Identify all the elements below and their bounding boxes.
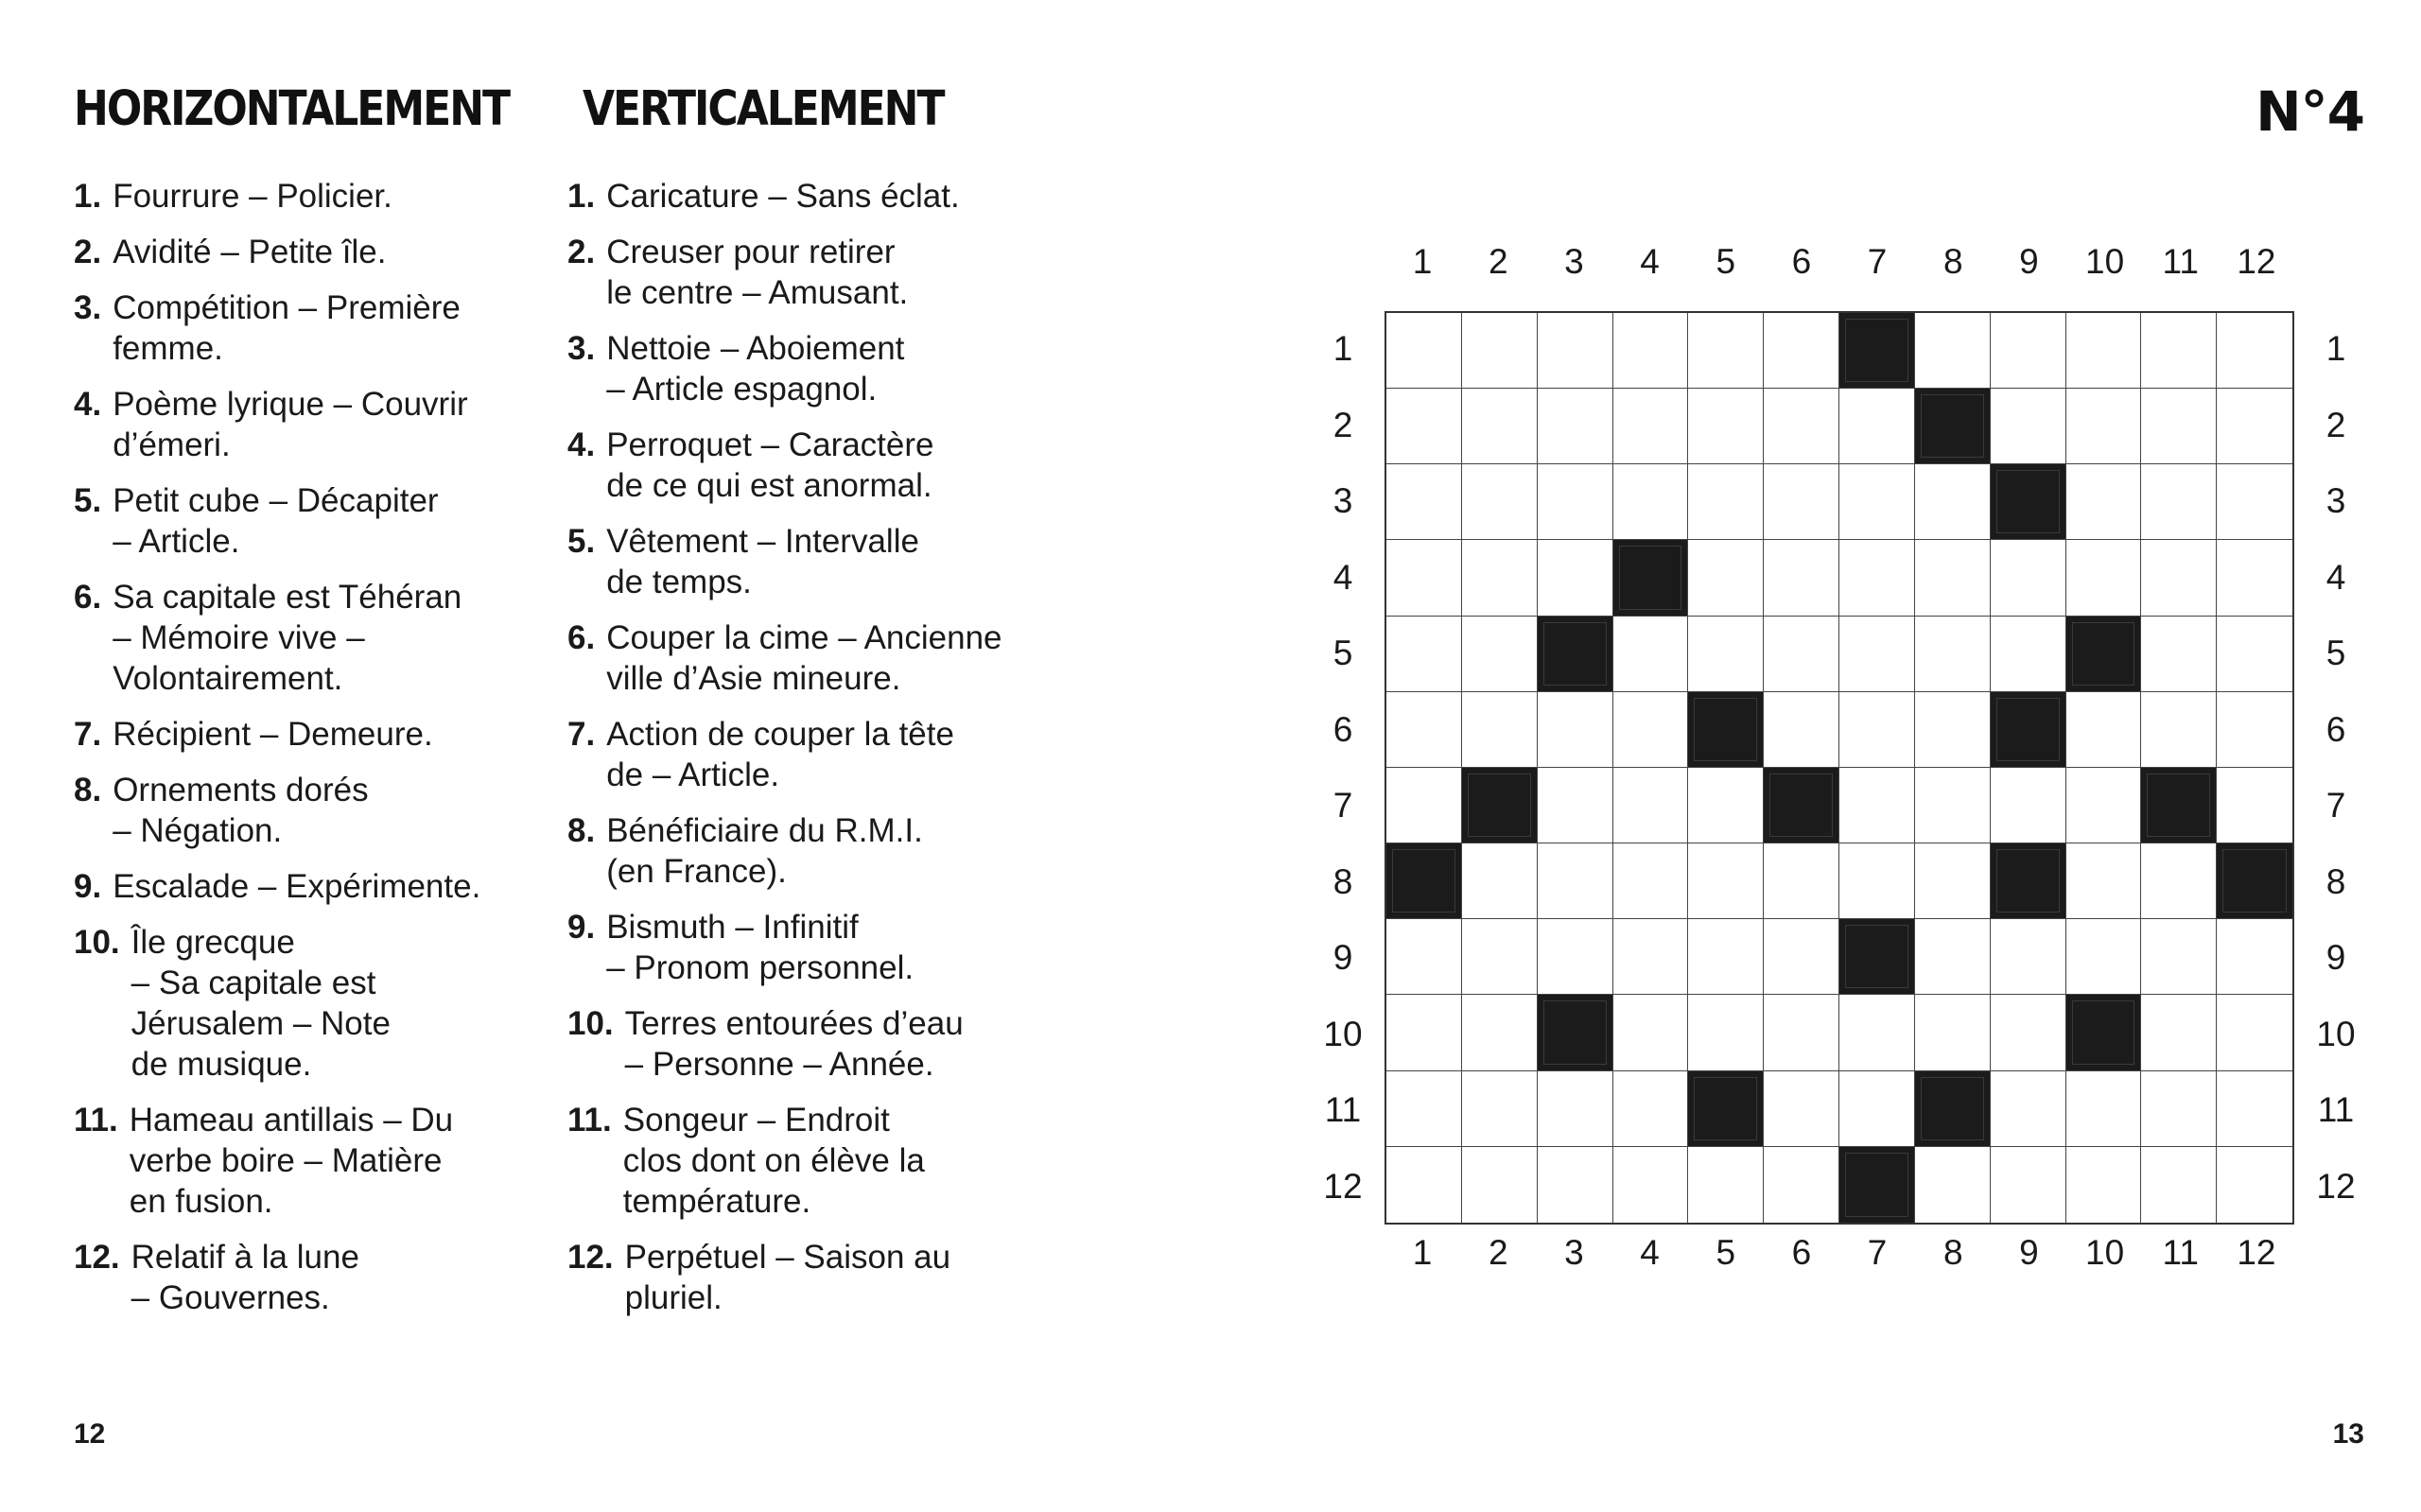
grid-cell[interactable]: [1538, 313, 1613, 389]
black-cell: [1915, 389, 1991, 464]
grid-cell[interactable]: [1764, 1147, 1839, 1223]
grid-cell[interactable]: [1386, 389, 1462, 464]
grid-cell[interactable]: [1688, 617, 1764, 692]
grid-cell[interactable]: [1613, 464, 1689, 540]
clue-text: Île grecque – Sa capitale est Jérusalem – Note de musique.: [131, 924, 391, 1083]
vertical-clue: [567, 810, 1097, 892]
clue-number: 3.: [74, 289, 102, 326]
clue-text: Perpétuel – Saison au pluriel.: [624, 1239, 951, 1316]
clue-number: 2.: [74, 234, 102, 270]
clue-number: 9.: [74, 868, 102, 905]
horizontal-clue: [74, 866, 566, 907]
grid-cell[interactable]: [1462, 843, 1538, 919]
horizontal-clue: [74, 922, 566, 1085]
row-label-left: 7: [1332, 786, 1353, 826]
grid-cell[interactable]: [2066, 389, 2142, 464]
clue-number: 10.: [74, 924, 120, 961]
grid-cell[interactable]: [1613, 1071, 1689, 1147]
row-label-right: 3: [2325, 481, 2346, 521]
column-label-top: 10: [2085, 242, 2125, 281]
grid-cell[interactable]: [1386, 919, 1462, 995]
grid-cell[interactable]: [1991, 540, 2066, 616]
grid-cell[interactable]: [2217, 617, 2292, 692]
grid-cell[interactable]: [1386, 617, 1462, 692]
clue-number: 1.: [567, 178, 596, 215]
vertical-clue: [567, 907, 1097, 988]
grid-cell[interactable]: [1688, 768, 1764, 843]
clue-number: 2.: [567, 234, 596, 270]
grid-cell[interactable]: [2066, 692, 2142, 768]
grid-cell[interactable]: [1915, 692, 1991, 768]
grid-cell[interactable]: [1764, 540, 1839, 616]
clue-number: 6.: [567, 619, 596, 656]
row-label-right: 1: [2325, 329, 2346, 369]
row-label-right: 6: [2325, 709, 2346, 749]
grid-cell[interactable]: [1839, 843, 1915, 919]
grid-cell[interactable]: [1538, 1071, 1613, 1147]
grid-cell[interactable]: [1538, 768, 1613, 843]
grid-cell[interactable]: [1538, 692, 1613, 768]
grid-cell[interactable]: [1386, 768, 1462, 843]
vertical-clues-list: [567, 176, 1097, 1333]
grid-cell[interactable]: [1839, 464, 1915, 540]
grid-cell[interactable]: [1462, 1147, 1538, 1223]
grid-cell[interactable]: [1613, 843, 1689, 919]
horizontal-clue: [74, 577, 566, 699]
grid-cell[interactable]: [1915, 540, 1991, 616]
column-label-top: 2: [1488, 242, 1508, 281]
grid-cell[interactable]: [1991, 768, 2066, 843]
grid-cell[interactable]: [1839, 995, 1915, 1070]
row-label-right: 11: [2317, 1090, 2355, 1130]
clue-number: 9.: [567, 909, 596, 946]
grid-cell[interactable]: [1462, 919, 1538, 995]
clue-number: 12.: [567, 1239, 614, 1276]
horizontal-clue: [74, 714, 566, 755]
grid-cell[interactable]: [2141, 1147, 2217, 1223]
clue-number: 12.: [74, 1239, 120, 1276]
grid-cell[interactable]: [1462, 313, 1538, 389]
black-cell: [1386, 843, 1462, 919]
column-label-top: 5: [1716, 242, 1736, 281]
clue-text: Compétition – Première femme.: [113, 289, 461, 367]
grid-cell[interactable]: [2066, 1071, 2142, 1147]
row-label-left: 10: [1323, 1014, 1363, 1053]
clue-number: 1.: [74, 178, 102, 215]
vertical-clue: [567, 617, 1097, 699]
grid-cell[interactable]: [1915, 313, 1991, 389]
grid-cell[interactable]: [1688, 389, 1764, 464]
grid-cell[interactable]: [1991, 313, 2066, 389]
grid-cell[interactable]: [1839, 389, 1915, 464]
column-label-bottom: 5: [1716, 1233, 1736, 1272]
horizontal-heading: HORIZONTALEMENT: [74, 81, 510, 137]
grid-cell[interactable]: [1688, 995, 1764, 1070]
black-cell: [2141, 768, 2217, 843]
column-label-bottom: 11: [2162, 1233, 2199, 1272]
column-label-top: 11: [2162, 242, 2199, 281]
column-label-bottom: 8: [1942, 1233, 1963, 1272]
clue-text: Songeur – Endroit clos dont on élève la température.: [622, 1102, 925, 1220]
grid-cell[interactable]: [1462, 1071, 1538, 1147]
row-label-right: 12: [2316, 1166, 2356, 1206]
row-label-right: 7: [2325, 786, 2346, 826]
grid-cell[interactable]: [1613, 617, 1689, 692]
row-label-left: 3: [1332, 481, 1353, 521]
grid-cell[interactable]: [2066, 540, 2142, 616]
grid-cell[interactable]: [1538, 540, 1613, 616]
grid-cell[interactable]: [2141, 464, 2217, 540]
clue-text: Caricature – Sans éclat.: [606, 178, 960, 215]
black-cell: [1991, 692, 2066, 768]
black-cell: [1839, 919, 1915, 995]
page-number-right: 13: [2332, 1418, 2364, 1450]
grid-cell[interactable]: [1613, 692, 1689, 768]
grid-cell[interactable]: [1538, 464, 1613, 540]
grid-cell[interactable]: [1386, 464, 1462, 540]
clue-text: Bénéficiaire du R.M.I. (en France).: [606, 812, 923, 890]
clue-number: 6.: [74, 579, 102, 616]
horizontal-clue: [74, 1237, 566, 1318]
black-cell: [1915, 1071, 1991, 1147]
clue-text: Petit cube – Décapiter – Article.: [113, 482, 439, 560]
grid-cell[interactable]: [1764, 919, 1839, 995]
grid-cell[interactable]: [1688, 464, 1764, 540]
clue-text: Creuser pour retirer le centre – Amusant.: [606, 234, 909, 311]
grid-cell[interactable]: [1386, 313, 1462, 389]
row-label-left: 9: [1332, 938, 1353, 978]
row-label-right: 2: [2325, 405, 2346, 444]
vertical-clue: [567, 714, 1097, 795]
grid-cell[interactable]: [1764, 692, 1839, 768]
black-cell: [1991, 843, 2066, 919]
grid-cell[interactable]: [2217, 919, 2292, 995]
grid-cell[interactable]: [1839, 617, 1915, 692]
grid-cell[interactable]: [1386, 1071, 1462, 1147]
column-label-bottom: 9: [2019, 1233, 2039, 1272]
clue-text: Hameau antillais – Du verbe boire – Matière en fusion.: [129, 1102, 454, 1220]
horizontal-clues-list: [74, 176, 566, 1333]
black-cell: [1613, 540, 1689, 616]
grid-cell[interactable]: [1688, 919, 1764, 995]
clue-text: Avidité – Petite île.: [113, 234, 387, 270]
grid-cell[interactable]: [1613, 919, 1689, 995]
column-label-top: 8: [1942, 242, 1963, 281]
grid-cell[interactable]: [1613, 389, 1689, 464]
clue-text: Ornements dorés – Négation.: [113, 772, 369, 849]
row-label-left: 5: [1332, 634, 1353, 673]
row-label-right: 5: [2325, 634, 2346, 673]
grid-cell[interactable]: [2141, 843, 2217, 919]
grid-cell[interactable]: [1991, 919, 2066, 995]
black-cell: [1688, 1071, 1764, 1147]
clue-text: Action de couper la tête de – Article.: [606, 716, 954, 793]
row-label-left: 4: [1332, 557, 1353, 597]
vertical-clue: [567, 425, 1097, 506]
grid-cell[interactable]: [1764, 389, 1839, 464]
black-cell: [1462, 768, 1538, 843]
clue-text: Terres entourées d’eau – Personne – Année.: [624, 1005, 964, 1083]
black-cell: [1538, 995, 1613, 1070]
horizontal-clue: [74, 1100, 566, 1222]
grid-cell[interactable]: [1915, 919, 1991, 995]
column-label-top: 7: [1867, 242, 1888, 281]
grid-cell[interactable]: [1462, 995, 1538, 1070]
grid-cell[interactable]: [1538, 389, 1613, 464]
black-cell: [1688, 692, 1764, 768]
crossword-grid[interactable]: [1385, 311, 2294, 1225]
grid-cell[interactable]: [2217, 313, 2292, 389]
grid-cell[interactable]: [1839, 692, 1915, 768]
black-cell: [2217, 843, 2292, 919]
grid-cell[interactable]: [2217, 540, 2292, 616]
clue-text: Relatif à la lune – Gouvernes.: [131, 1239, 359, 1316]
clue-number: 3.: [567, 330, 596, 367]
grid-cell[interactable]: [1613, 768, 1689, 843]
column-label-top: 4: [1640, 242, 1660, 281]
grid-cell[interactable]: [1613, 313, 1689, 389]
vertical-clue: [567, 176, 1097, 217]
column-label-top: 3: [1564, 242, 1584, 281]
row-label-left: 6: [1332, 709, 1353, 749]
clue-text: Perroquet – Caractère de ce qui est anormal.: [606, 426, 934, 504]
grid-cell[interactable]: [1915, 843, 1991, 919]
vertical-clue: [567, 1003, 1097, 1085]
grid-cell[interactable]: [1764, 464, 1839, 540]
grid-cell[interactable]: [1764, 313, 1839, 389]
row-label-right: 4: [2325, 557, 2346, 597]
column-label-bottom: 1: [1412, 1233, 1433, 1272]
grid-cell[interactable]: [1386, 540, 1462, 616]
horizontal-clue: [74, 287, 566, 369]
grid-cell[interactable]: [1991, 617, 2066, 692]
row-label-left: 8: [1332, 861, 1353, 901]
clue-text: Fourrure – Policier.: [113, 178, 392, 215]
grid-cell[interactable]: [2066, 313, 2142, 389]
horizontal-clue: [74, 232, 566, 272]
vertical-clue: [567, 232, 1097, 313]
black-cell: [1839, 313, 1915, 389]
row-label-left: 11: [1324, 1090, 1362, 1130]
horizontal-clue: [74, 384, 566, 465]
row-label-left: 1: [1332, 329, 1353, 369]
clue-text: Nettoie – Aboiement – Article espagnol.: [606, 330, 905, 408]
black-cell: [1839, 1147, 1915, 1223]
grid-cell[interactable]: [2141, 617, 2217, 692]
clue-text: Bismuth – Infinitif – Pronom personnel.: [606, 909, 914, 986]
grid-cell[interactable]: [2066, 768, 2142, 843]
clue-number: 10.: [567, 1005, 614, 1042]
column-label-bottom: 3: [1564, 1233, 1584, 1272]
grid-cell[interactable]: [1915, 768, 1991, 843]
black-cell: [1538, 617, 1613, 692]
clue-number: 11.: [567, 1102, 612, 1138]
vertical-clue: [567, 1100, 1097, 1222]
grid-cell[interactable]: [2066, 919, 2142, 995]
black-cell: [1764, 768, 1839, 843]
grid-cell[interactable]: [1462, 464, 1538, 540]
column-label-bottom: 2: [1488, 1233, 1508, 1272]
grid-cell[interactable]: [1613, 995, 1689, 1070]
black-cell: [2066, 617, 2142, 692]
vertical-clue: [567, 328, 1097, 409]
grid-cell[interactable]: [1991, 1071, 2066, 1147]
grid-cell[interactable]: [1688, 540, 1764, 616]
grid-cell[interactable]: [1915, 995, 1991, 1070]
grid-cell[interactable]: [2217, 464, 2292, 540]
grid-cell[interactable]: [2217, 1071, 2292, 1147]
column-label-bottom: 4: [1640, 1233, 1660, 1272]
grid-cell[interactable]: [1764, 995, 1839, 1070]
grid-cell[interactable]: [2066, 843, 2142, 919]
grid-cell[interactable]: [2217, 1147, 2292, 1223]
black-cell: [1991, 464, 2066, 540]
grid-cell[interactable]: [2141, 389, 2217, 464]
column-label-bottom: 10: [2085, 1233, 2125, 1272]
clue-number: 7.: [74, 716, 102, 753]
clue-text: Récipient – Demeure.: [113, 716, 433, 753]
clue-text: Poème lyrique – Couvrir d’émeri.: [113, 386, 468, 463]
grid-cell[interactable]: [2217, 995, 2292, 1070]
grid-cell[interactable]: [2066, 464, 2142, 540]
grid-cell[interactable]: [1386, 692, 1462, 768]
vertical-heading: VERTICALEMENT: [583, 81, 944, 137]
grid-cell[interactable]: [1538, 919, 1613, 995]
row-label-right: 8: [2325, 861, 2346, 901]
column-label-top: 6: [1791, 242, 1812, 281]
column-label-top: 1: [1412, 242, 1433, 281]
grid-cell[interactable]: [1839, 540, 1915, 616]
grid-cell[interactable]: [2141, 313, 2217, 389]
column-label-bottom: 12: [2237, 1233, 2276, 1272]
clue-number: 5.: [567, 523, 596, 560]
grid-cell[interactable]: [1764, 843, 1839, 919]
grid-cell[interactable]: [1915, 1147, 1991, 1223]
page-number-left: 12: [74, 1418, 106, 1450]
row-label-right: 10: [2316, 1014, 2356, 1053]
grid-cell[interactable]: [1839, 1071, 1915, 1147]
column-label-bottom: 6: [1791, 1233, 1812, 1272]
puzzle-number: N°4: [2256, 79, 2364, 144]
grid-cell[interactable]: [1462, 389, 1538, 464]
clue-number: 8.: [74, 772, 102, 808]
clue-number: 4.: [567, 426, 596, 463]
vertical-clue: [567, 1237, 1097, 1318]
grid-cell[interactable]: [1764, 1071, 1839, 1147]
grid-cell[interactable]: [1764, 617, 1839, 692]
grid-cell[interactable]: [1991, 995, 2066, 1070]
grid-cell[interactable]: [1386, 995, 1462, 1070]
vertical-clue: [567, 521, 1097, 602]
grid-cell[interactable]: [1839, 768, 1915, 843]
grid-cell[interactable]: [1462, 540, 1538, 616]
grid-cell[interactable]: [1688, 1147, 1764, 1223]
grid-cell[interactable]: [2217, 768, 2292, 843]
horizontal-clue: [74, 176, 566, 217]
clue-text: Vêtement – Intervalle de temps.: [606, 523, 919, 600]
clue-text: Sa capitale est Téhéran – Mémoire vive – Volontairement.: [113, 579, 462, 697]
grid-cell[interactable]: [1386, 1147, 1462, 1223]
row-label-left: 12: [1323, 1166, 1363, 1206]
clue-text: Couper la cime – Ancienne ville d’Asie mineure.: [606, 619, 1002, 697]
grid-cell[interactable]: [2217, 692, 2292, 768]
horizontal-clue: [74, 770, 566, 851]
horizontal-clue: [74, 480, 566, 562]
column-label-bottom: 7: [1867, 1233, 1888, 1272]
row-label-right: 9: [2325, 938, 2346, 978]
grid-cell[interactable]: [2066, 1147, 2142, 1223]
grid-cell[interactable]: [2141, 995, 2217, 1070]
grid-cell[interactable]: [1538, 843, 1613, 919]
clue-number: 4.: [74, 386, 102, 423]
column-label-top: 12: [2237, 242, 2276, 281]
black-cell: [2066, 995, 2142, 1070]
row-label-left: 2: [1332, 405, 1353, 444]
grid-cell[interactable]: [2141, 1071, 2217, 1147]
grid-cell[interactable]: [1688, 843, 1764, 919]
grid-cell[interactable]: [1991, 389, 2066, 464]
grid-cell[interactable]: [1991, 1147, 2066, 1223]
clue-number: 11.: [74, 1102, 118, 1138]
grid-cell[interactable]: [1538, 1147, 1613, 1223]
grid-cell[interactable]: [1462, 692, 1538, 768]
grid-cell[interactable]: [1915, 617, 1991, 692]
grid-cell[interactable]: [1613, 1147, 1689, 1223]
grid-cell[interactable]: [2217, 389, 2292, 464]
grid-cell[interactable]: [1462, 617, 1538, 692]
clue-text: Escalade – Expérimente.: [113, 868, 481, 905]
grid-cell[interactable]: [2141, 540, 2217, 616]
clue-number: 8.: [567, 812, 596, 849]
grid-cell[interactable]: [1688, 313, 1764, 389]
grid-cell[interactable]: [2141, 692, 2217, 768]
clue-number: 5.: [74, 482, 102, 519]
grid-cell[interactable]: [1915, 464, 1991, 540]
clue-number: 7.: [567, 716, 596, 753]
column-label-top: 9: [2019, 242, 2039, 281]
grid-cell[interactable]: [2141, 919, 2217, 995]
